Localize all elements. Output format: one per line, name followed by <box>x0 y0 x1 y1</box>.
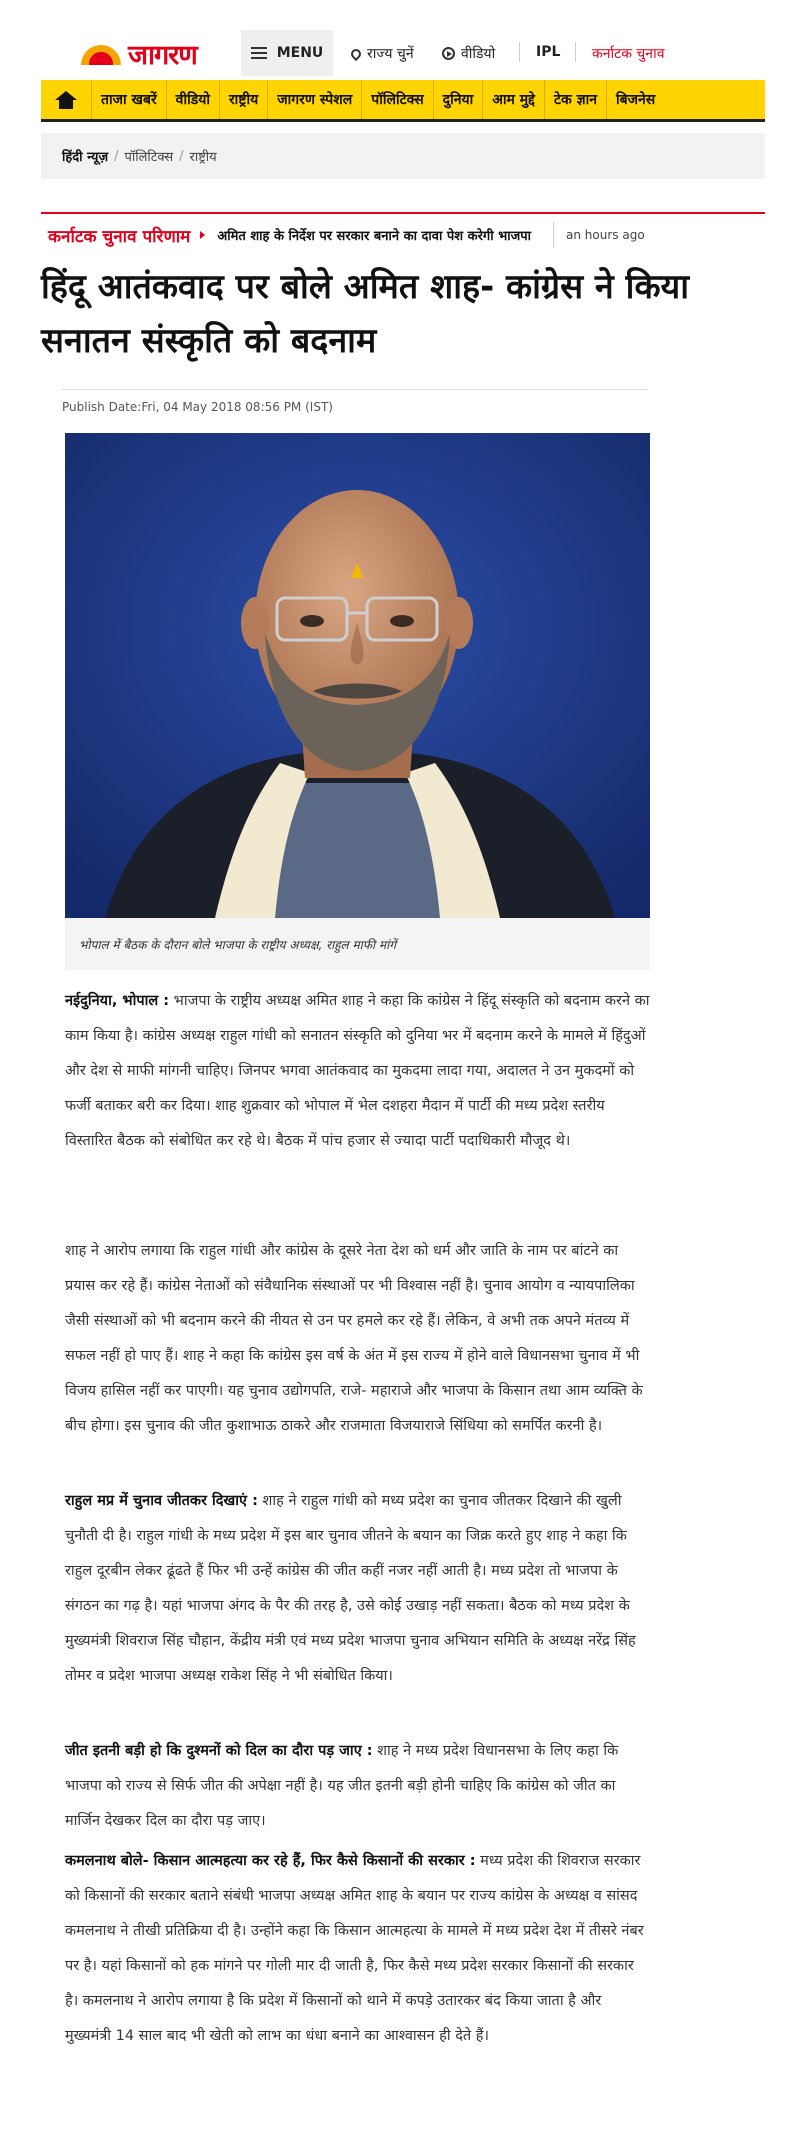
nav-home[interactable] <box>41 80 92 119</box>
paragraph-lead: जीत इतनी बड़ी हो कि दुश्मनों को दिल का दौरा पड़ जाए : <box>65 1743 373 1759</box>
top-header <box>0 0 796 80</box>
headline-divider <box>62 389 647 390</box>
paragraph-text: शाह ने मध्य प्रदेश विधानसभा के लिए कहा कि भाजपा को राज्य से सिर्फ जीत की अपेक्षा नहीं है। यह जीत इतनी बड़ी होनी चाहिए कि कांग्रेस को जीत का मार्जिन देखकर दिल का दौरा पड़ जाए। <box>65 1743 619 1829</box>
ticker-arrow-icon <box>200 231 205 239</box>
play-icon <box>442 47 455 60</box>
menu-button[interactable] <box>241 30 333 76</box>
state-select-label: राज्य चुनें <box>367 46 414 62</box>
breadcrumb-national[interactable]: राष्ट्रीय <box>189 150 217 165</box>
nav-item-business[interactable]: बिजनेस <box>616 92 656 108</box>
ticker-time: an hours ago <box>566 228 645 242</box>
breadcrumb-separator: / <box>114 148 119 164</box>
hamburger-icon <box>251 47 267 59</box>
state-select-link[interactable] <box>351 44 414 63</box>
karnataka-election-link[interactable] <box>592 44 664 63</box>
ticker-label[interactable]: कर्नाटक चुनाव परिणाम <box>48 226 191 247</box>
header-divider <box>575 42 576 62</box>
nav-item-world[interactable]: दुनिया <box>434 80 484 119</box>
image-caption: भोपाल में बैठक के दौरान बोले भाजपा के राष्ट्रीय अध्यक्ष, राहुल माफी मांगें <box>65 918 650 970</box>
paragraph-lead: नईदुनिया, भोपाल : <box>65 993 170 1009</box>
news-ticker <box>41 212 765 256</box>
site-logo[interactable] <box>78 36 197 70</box>
portrait-illustration <box>65 433 650 918</box>
ipl-link[interactable] <box>536 44 560 60</box>
article-paragraph <box>65 1484 650 1694</box>
logo-text: जागरण <box>128 39 197 71</box>
ticker-divider <box>553 222 554 248</box>
video-link[interactable] <box>442 44 495 63</box>
ticker-headline[interactable]: अमित शाह के निर्देश पर सरकार बनाने का दावा पेश करेगी भाजपा <box>217 229 532 244</box>
article-paragraph <box>65 984 650 1159</box>
nav-item-jagran-special[interactable]: जागरण स्पेशल <box>268 80 362 119</box>
paragraph-text: भाजपा के राष्ट्रीय अध्यक्ष अमित शाह ने कहा कि कांग्रेस ने हिंदू संस्कृति को बदनाम करने का काम किया है। कांग्रेस अध्यक्ष राहुल गांधी को सनातन संस्कृति को दुनिया भर में बदनाम करने के मामले में हिंदुओं और देश से माफी मांगनी चाहिए। जिनपर भगवा आतंकवाद का मुकदमा लादा गया, अदालत ने उन मुकदमों को फर्जी बताकर बरी कर दिया। शाह शुक्रवार को भोपाल में भेल दशहरा मैदान में पार्टी की मध्य प्रदेश स्तरीय विस्तारित बैठक को संबोधित कर रहे थे। बैठक में पांच हजार से ज्यादा पार्टी पदाधिकारी मौजूद थे। <box>65 993 650 1149</box>
article-paragraph <box>65 1844 650 2054</box>
ipl-link-label: IPL <box>536 44 561 60</box>
paragraph-text: मध्य प्रदेश की शिवराज सरकार को किसानों की सरकार बताने संबंधी भाजपा अध्यक्ष अमित शाह के बयान पर राज्य कांग्रेस के अध्यक्ष व सांसद कमलनाथ ने तीखी प्रतिक्रिया दी है। उन्होंने कहा कि किसान आत्महत्या के मामले में मध्य प्रदेश देश में तीसरे नंबर पर है। यहां किसानों को हक मांगने पर गोली मार दी जाती है, फिर कैसे मध्य प्रदेश सरकार किसानों की सरकार है। कमलनाथ ने आरोप लगाया है कि प्रदेश में किसानों को थाने में कपड़े उतारकर बंद किया जाता है और मुख्यमंत्री 14 साल बाद भी खेती को लाभ का धंधा बनाने का आश्वासन ही देते हैं। <box>65 1853 644 2044</box>
header-divider <box>519 42 520 62</box>
nav-item-issues[interactable]: आम मुद्दे <box>483 80 545 119</box>
article-headline: हिंदू आतंकवाद पर बोले अमित शाह- कांग्रेस ने किया सनातन संस्कृति को बदनाम <box>41 267 690 361</box>
nav-item-video[interactable]: वीडियो <box>167 80 220 119</box>
menu-label: MENU <box>276 45 324 61</box>
breadcrumb <box>41 133 765 179</box>
publish-date: Publish Date:Fri, 04 May 2018 08:56 PM (IST) <box>62 400 333 414</box>
karnataka-election-label: कर्नाटक चुनाव <box>592 46 665 62</box>
home-icon <box>55 91 77 109</box>
nav-item-latest[interactable]: ताजा खबरें <box>92 80 167 119</box>
article-paragraph <box>65 1234 650 1444</box>
paragraph-lead: कमलनाथ बोले- किसान आत्महत्या कर रहे हैं, फिर कैसे किसानों की सरकार : <box>65 1853 476 1869</box>
nav-item-national[interactable]: राष्ट्रीय <box>220 80 268 119</box>
nav-item-tech[interactable]: टेक ज्ञान <box>545 80 607 119</box>
paragraph-text: शाह ने आरोप लगाया कि राहुल गांधी और कांग्रेस के दूसरे नेता देश को धर्म और जाति के नाम पर बांटने का प्रयास कर रहे हैं। कांग्रेस नेताओं को संवैधानिक संस्थाओं पर भी विश्वास नहीं है। चुनाव आयोग व न्यायपालिका जैसी संस्थाओं को भी बदनाम करने की नीयत से उन पर हमले कर रहे हैं। लेकिन, वे अभी तक अपने मंतव्य में सफल नहीं हो पाए हैं। शाह ने कहा कि कांग्रेस इस वर्ष के अंत में इस राज्य में होने वाले विधानसभा चुनाव में भी विजय हासिल नहीं कर पाएगी। यह चुनाव उद्योगपति, राजे- महाराजे और भाजपा के किसान तथा आम व्यक्ति के बीच होगा। इस चुनाव की जीत कुशाभाऊ ठाकरे और राजमाता विजयाराजे सिंधिया को समर्पित करनी है। <box>65 1243 643 1434</box>
breadcrumb-home[interactable]: हिंदी न्यूज़ <box>62 150 109 165</box>
paragraph-lead: राहुल मप्र में चुनाव जीतकर दिखाएं : <box>65 1493 258 1509</box>
sun-logo-icon <box>78 41 124 65</box>
location-pin-icon <box>349 46 363 60</box>
article-image <box>65 433 650 918</box>
main-nav <box>41 80 765 122</box>
nav-item-politics[interactable]: पॉलिटिक्स <box>362 80 433 119</box>
video-link-label: वीडियो <box>461 46 496 62</box>
article-paragraph <box>65 1734 650 1839</box>
paragraph-text: शाह ने राहुल गांधी को मध्य प्रदेश का चुनाव जीतकर दिखाने की खुली चुनौती दी है। राहुल गांधी के मध्य प्रदेश में इस बार चुनाव जीतने के बयान का जिक्र करते हुए शाह ने कहा कि राहुल दूरबीन लेकर ढूंढते हैं फिर भी उन्हें कांग्रेस की जीत कहीं नजर नहीं आती है। मध्य प्रदेश तो भाजपा के संगठन का गढ़ है। यहां भाजपा अंगद के पैर की तरह है, उसे कोई उखाड़ नहीं सकता। बैठक को मध्य प्रदेश के मुख्यमंत्री शिवराज सिंह चौहान, केंद्रीय मंत्री एवं मध्य प्रदेश भाजपा चुनाव अभियान समिति के अध्यक्ष नरेंद्र सिंह तोमर व प्रदेश भाजपा अध्यक्ष राकेश सिंह ने भी संबोधित किया। <box>65 1493 636 1684</box>
breadcrumb-politics[interactable]: पॉलिटिक्स <box>124 150 174 165</box>
breadcrumb-separator: / <box>179 148 184 164</box>
